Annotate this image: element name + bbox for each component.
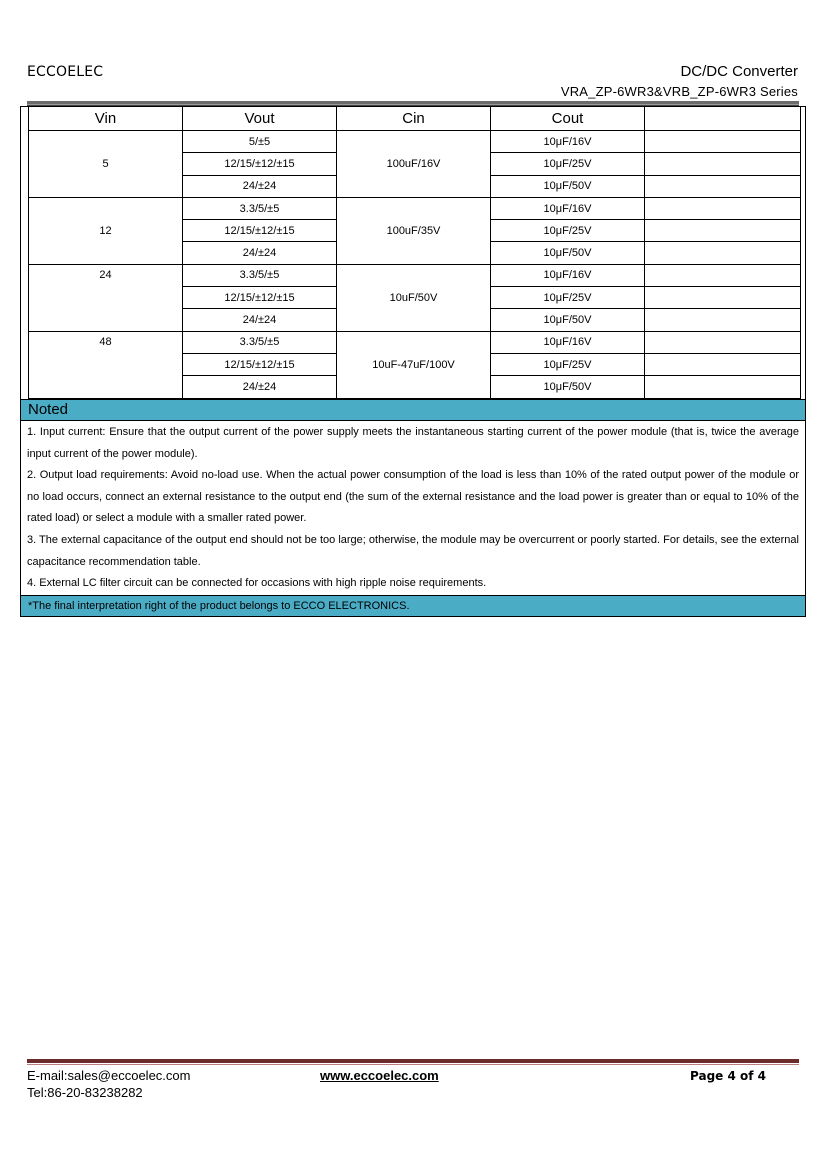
vout-cell: 24/±24 [183,242,337,264]
vout-cell: 24/±24 [183,309,337,331]
column-header-vin: Vin [29,107,183,131]
vin-cell: 48 [29,331,183,398]
vout-cell: 12/15/±12/±15 [183,287,337,309]
empty-cell [645,197,801,219]
footer-divider-thin [27,1064,799,1065]
notes-list [27,422,799,595]
vin-cell: 5 [29,131,183,198]
website-link[interactable]: www.eccoelec.com [320,1068,439,1083]
note-item: 1. Input current: Ensure that the output current of the power supply meets the instantaneous starting current of the power module (that is, twice the average input current of the power module). [27,426,799,460]
empty-cell [645,287,801,309]
vin-cell: 24 [29,264,183,331]
empty-cell [645,309,801,331]
column-header-empty [645,107,801,131]
empty-cell [645,264,801,286]
brand-name: ECCOELEC [27,64,104,80]
vout-cell: 12/15/±12/±15 [183,353,337,375]
empty-cell [645,131,801,153]
cout-cell: 10μF/25V [491,153,645,175]
empty-cell [645,175,801,197]
cout-cell: 10μF/16V [491,331,645,353]
cout-cell: 10μF/50V [491,309,645,331]
cout-cell: 10μF/25V [491,287,645,309]
cout-cell: 10μF/25V [491,220,645,242]
empty-cell [645,353,801,375]
series-name: VRA_ZP-6WR3&VRB_ZP-6WR3 Series [560,84,798,99]
vout-cell: 24/±24 [183,175,337,197]
empty-cell [645,153,801,175]
cout-cell: 10μF/50V [491,242,645,264]
cout-cell: 10μF/50V [491,175,645,197]
column-header-cin: Cin [337,107,491,131]
cin-cell: 100uF/16V [337,131,491,198]
empty-cell [645,242,801,264]
page-number: Page 4 of 4 [690,1069,766,1083]
cout-cell: 10μF/50V [491,376,645,398]
footer-divider [27,1059,799,1063]
vout-cell: 24/±24 [183,376,337,398]
vout-cell: 3.3/5/±5 [183,331,337,353]
vout-cell: 3.3/5/±5 [183,264,337,286]
cout-cell: 10μF/16V [491,131,645,153]
cin-cell: 10uF/50V [337,264,491,331]
empty-cell [645,220,801,242]
vout-cell: 3.3/5/±5 [183,197,337,219]
vin-cell: 12 [29,197,183,264]
empty-cell [645,331,801,353]
cin-cell: 100uF/35V [337,197,491,264]
vout-cell: 5/±5 [183,131,337,153]
noted-heading: Noted [20,399,806,421]
note-item: 2. Output load requirements: Avoid no-load use. When the actual power consumption of the load is less than 10% of the rated output power of the module or no load occurs, connect an external resistance to the output end (the sum of the external resistance and the load power is greater than or equal to 10% of the rated load) or select a module with a smaller rated power. [27,469,799,525]
cin-cell: 10uF-47uF/100V [337,331,491,398]
vout-cell: 12/15/±12/±15 [183,153,337,175]
table-row [29,131,801,153]
table-header-row [29,107,801,131]
note-item: 4. External LC filter circuit can be connected for occasions with high ripple noise requirements. [27,577,487,590]
vout-cell: 12/15/±12/±15 [183,220,337,242]
note-item: 3. The external capacitance of the output end should not be too large; otherwise, the module may be overcurrent or poorly started. For details, see the external capacitance recommendation table. [27,533,799,568]
table-row [29,197,801,219]
table-row [29,264,801,286]
footer-phone: Tel:86-20-83238282 [27,1085,143,1100]
column-header-cout: Cout [491,107,645,131]
document-title: DC/DC Converter [680,63,798,80]
cout-cell: 10μF/25V [491,353,645,375]
final-note: *The final interpretation right of the product belongs to ECCO ELECTRONICS. [20,595,806,617]
table-row [29,331,801,353]
cout-cell: 10μF/16V [491,197,645,219]
capacitance-table [28,106,801,399]
cout-cell: 10μF/16V [491,264,645,286]
footer-email: E-mail:sales@eccoelec.com [27,1068,191,1083]
empty-cell [645,376,801,398]
column-header-vout: Vout [183,107,337,131]
